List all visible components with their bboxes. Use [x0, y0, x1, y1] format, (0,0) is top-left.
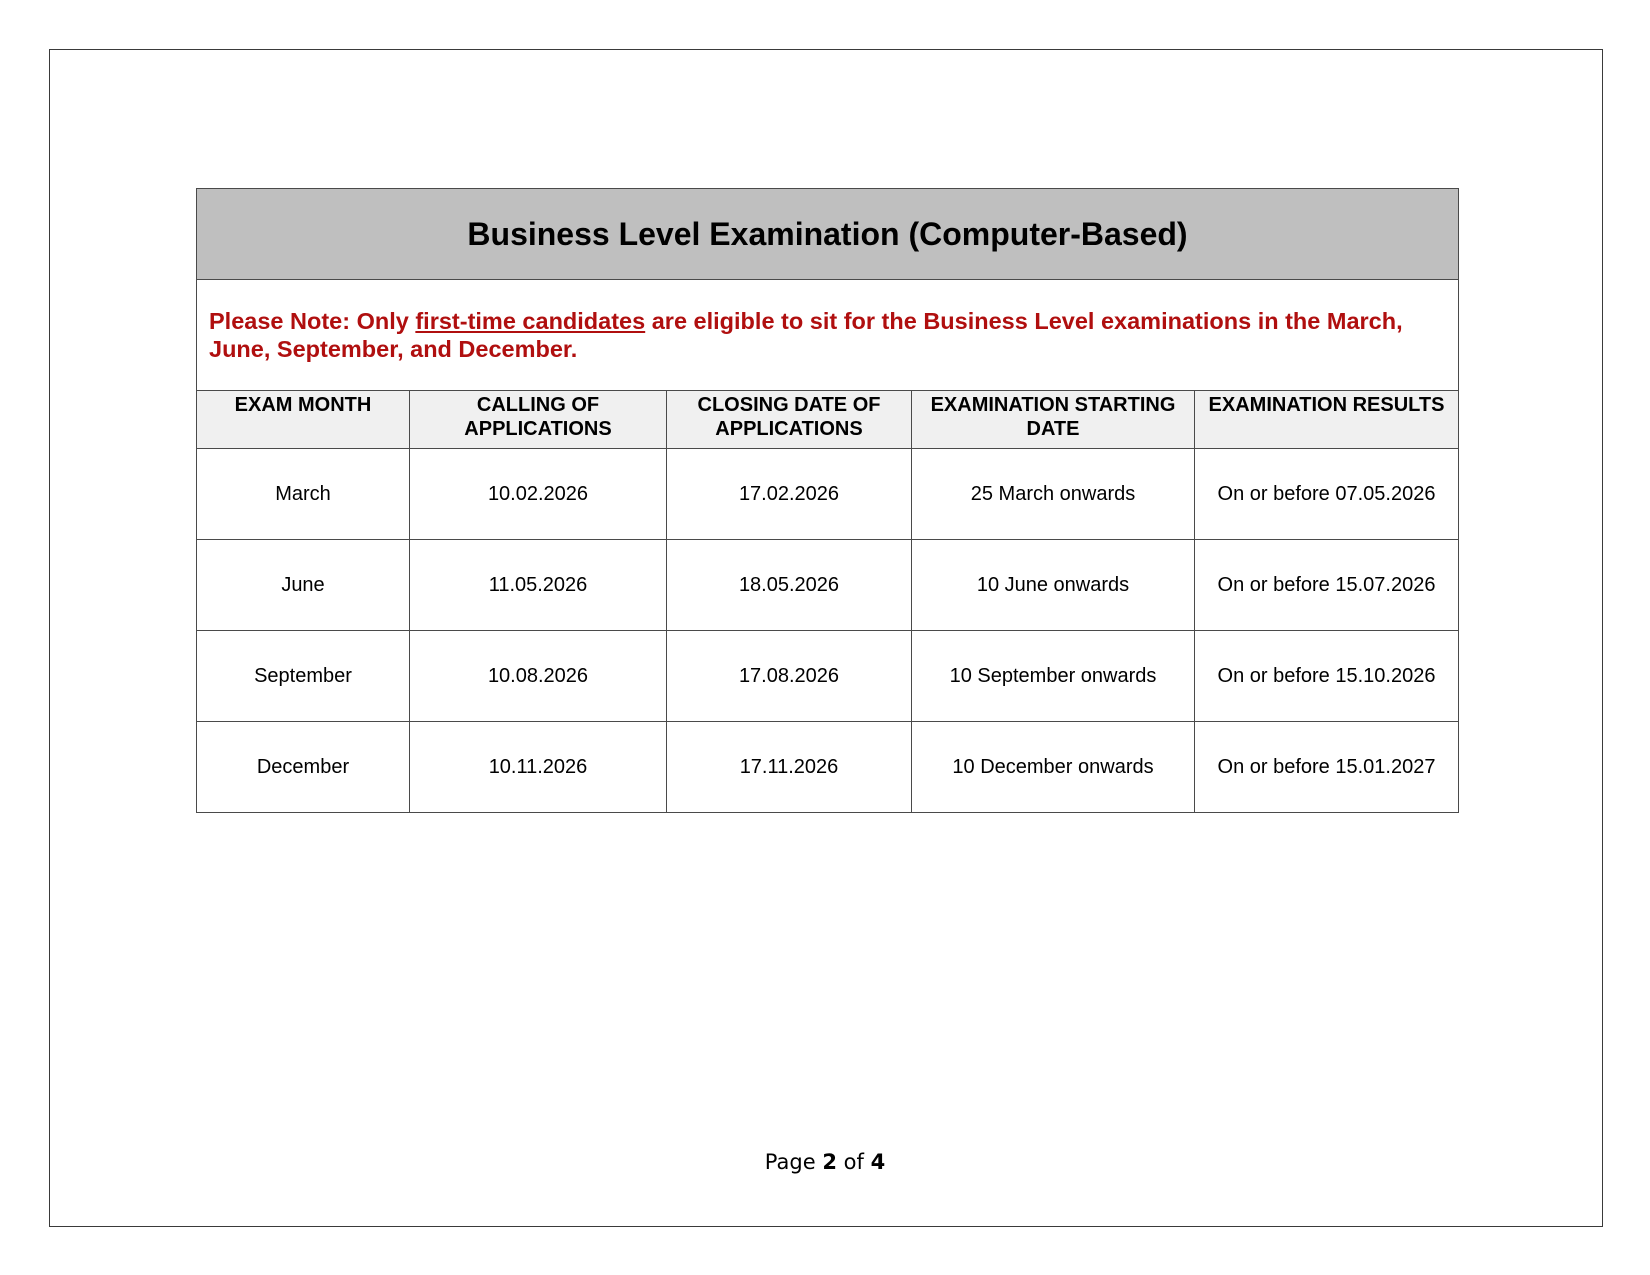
header-results: EXAMINATION RESULTS [1195, 391, 1459, 449]
cell-starting-date: 10 June onwards [912, 540, 1195, 631]
table-row [197, 631, 1459, 722]
cell-exam-month: September [197, 631, 410, 722]
cell-closing-date: 17.08.2026 [667, 631, 912, 722]
cell-starting-date: 25 March onwards [912, 449, 1195, 540]
note-emphasis: first-time candidates [415, 308, 646, 334]
cell-exam-month: December [197, 722, 410, 813]
header-row [197, 391, 1459, 449]
current-page: 2 [822, 1150, 837, 1174]
eligibility-note [197, 280, 1459, 391]
of-word: of [843, 1150, 864, 1174]
cell-exam-month: June [197, 540, 410, 631]
cell-results: On or before 15.07.2026 [1195, 540, 1459, 631]
cell-starting-date: 10 December onwards [912, 722, 1195, 813]
cell-closing-date: 17.02.2026 [667, 449, 912, 540]
cell-calling-date: 10.11.2026 [410, 722, 667, 813]
table-row [197, 722, 1459, 813]
note-suffix: are eligible to sit for the Business Level examinations in the March, June, September, and December. [209, 308, 1403, 362]
cell-results: On or before 07.05.2026 [1195, 449, 1459, 540]
header-starting-date: EXAMINATION STARTING DATE [912, 391, 1195, 449]
header-exam-month: EXAM MONTH [197, 391, 410, 449]
header-closing-date: CLOSING DATE OF APPLICATIONS [667, 391, 912, 449]
note-row [197, 280, 1459, 391]
note-prefix: Please Note: Only [209, 308, 416, 334]
cell-closing-date: 17.11.2026 [667, 722, 912, 813]
cell-calling-date: 10.02.2026 [410, 449, 667, 540]
page-number-footer [0, 1150, 1650, 1174]
table-title: Business Level Examination (Computer-Based) [197, 189, 1459, 280]
total-pages: 4 [870, 1150, 886, 1174]
cell-results: On or before 15.01.2027 [1195, 722, 1459, 813]
cell-closing-date: 18.05.2026 [667, 540, 912, 631]
page-word: Page [764, 1150, 816, 1174]
title-row [197, 189, 1459, 280]
cell-calling-date: 11.05.2026 [410, 540, 667, 631]
cell-calling-date: 10.08.2026 [410, 631, 667, 722]
table-row [197, 449, 1459, 540]
cell-results: On or before 15.10.2026 [1195, 631, 1459, 722]
cell-exam-month: March [197, 449, 410, 540]
exam-schedule-table [196, 188, 1459, 813]
header-calling-of-applications: CALLING OF APPLICATIONS [410, 391, 667, 449]
table-row [197, 540, 1459, 631]
cell-starting-date: 10 September onwards [912, 631, 1195, 722]
